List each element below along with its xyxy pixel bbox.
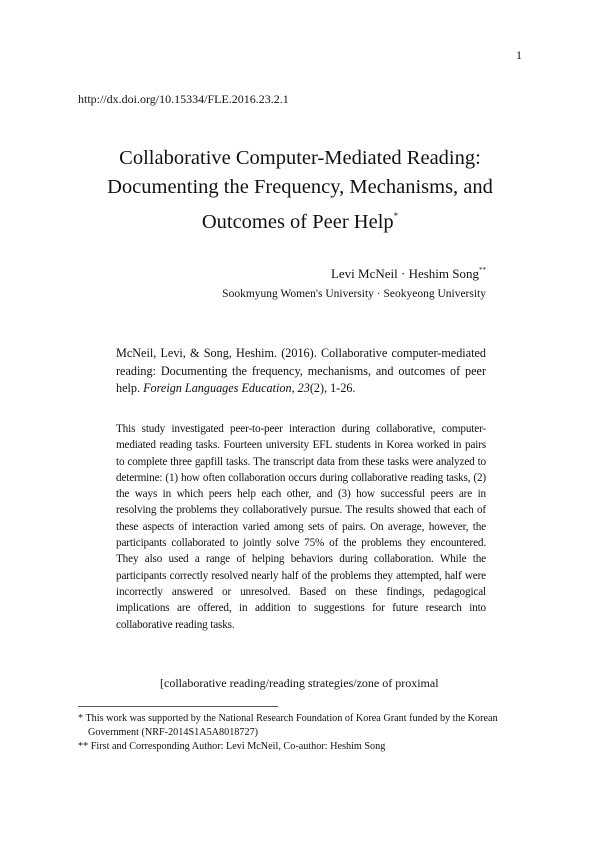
author-names (331, 266, 486, 282)
citation-pages: 1-26. (327, 381, 356, 395)
footnotes (78, 712, 528, 755)
title-line-3 (70, 202, 530, 237)
citation-prefix: McNeil, Levi, & Song, Heshim. (2016). Collaborative computer-mediated reading: Documenting the frequency, mechanisms, and outcomes of peer help. (116, 346, 486, 395)
title-line-3-text: Outcomes of Peer Help (201, 211, 394, 233)
title-footnote-marker[interactable]: * (393, 211, 399, 221)
author-affiliations: Sookmyung Women's University · Seokyeong University (222, 288, 486, 300)
title-line-2: Documenting the Frequency, Mechanisms, and (107, 176, 493, 198)
paper-title (70, 144, 530, 237)
footnote-1: * This work was supported by the National Research Foundation of Korea Grant funded by the Korean Government (NRF-2014S1A5A8018727) (78, 713, 498, 739)
abstract: This study investigated peer-to-peer interaction during collaborative, computer-mediated reading tasks. Fourteen university EFL students in Korea worked in pairs to complete three gapfill tasks. The transcript data from these tasks were analyzed to determine: (1) how often collaboration occurs during collaborative reading tasks, (2) the ways in which peers help each other, and (3) how successful peers are in resolving the problems they collaboratively pursue. The results showed that each of these aspects of interaction varied among sets of pairs. On average, however, the participants collaborated to jointly solve 75% of the problems they encountered. They also used a range of helping behaviors during collaboration. While the participants correctly resolved nearly half of the problems they attempted, half were incorrectly answered or unresolved. Based on these findings, pedagogical implications are offered, in addition to suggestions for future research into collaborative reading tasks. (116, 423, 486, 631)
page-number: 1 (516, 48, 522, 62)
author-names-text: Levi McNeil · Heshim Song (330, 266, 479, 281)
citation-issue: (2), (309, 381, 328, 395)
citation (116, 345, 486, 398)
keywords: [collaborative reading/reading strategies/zone of proximal (160, 676, 439, 690)
title-line-1: Collaborative Computer-Mediated Reading: (119, 147, 481, 169)
footnote-2: ** First and Corresponding Author: Levi McNeil, Co-author: Heshim Song (78, 741, 386, 753)
doi-link[interactable]: http://dx.doi.org/10.15334/FLE.2016.23.2.1 (78, 92, 289, 106)
author-footnote-marker[interactable]: ** (479, 266, 486, 274)
footnote-divider (78, 706, 278, 707)
citation-journal: Foreign Languages Education, 23 (143, 381, 310, 395)
